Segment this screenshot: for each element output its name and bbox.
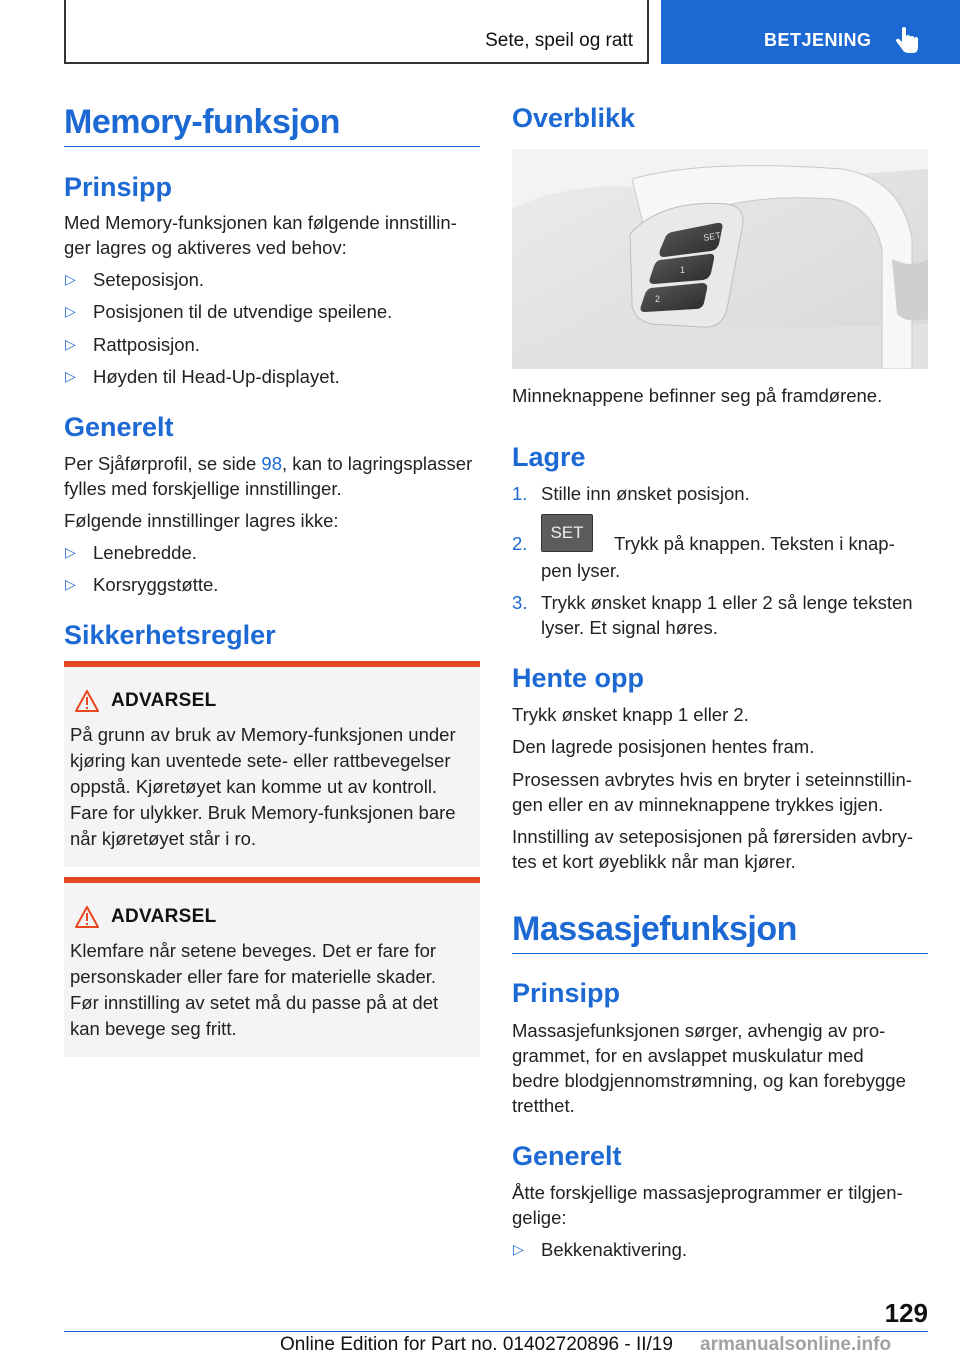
general-text2: Følgende innstillinger lagres ikke:: [64, 510, 339, 531]
step-number: 3.: [512, 592, 528, 613]
bullet-triangle-icon: ▷: [65, 303, 76, 319]
watermark-text: armanualsonline.info: [700, 1334, 892, 1355]
step-continuation: pen lyser.: [541, 560, 621, 581]
recall-text: gen eller en av minneknappene trykkes igjen.: [512, 794, 884, 815]
recall-text: Prosessen avbrytes hvis en bryter i seteinnstillin-: [512, 769, 912, 790]
list-item: ▷ Korsryggstøtte.: [65, 574, 219, 595]
safety-heading: Sikkerhetsregler: [64, 620, 276, 650]
edition-text: Online Edition for Part no. 01402720896 - II/19: [280, 1334, 673, 1355]
title-rule: [64, 146, 480, 147]
warning-line: På grunn av bruk av Memory-funksjonen under: [70, 724, 456, 745]
warning-box: [64, 877, 480, 1057]
step-number: 2.: [512, 533, 528, 554]
list-item: ▷ Høyden til Head-Up-displayet.: [65, 366, 340, 387]
header-chapter-title: BETJENING: [764, 30, 872, 50]
bullet-triangle-icon: ▷: [65, 368, 76, 384]
massage-principle-heading: Prinsipp: [512, 978, 621, 1008]
warning-line: kan bevege seg fritt.: [70, 1018, 237, 1039]
warning-line: kjøring kan uventede sete- eller rattbevegelser: [70, 750, 451, 771]
header-section-box: [64, 0, 649, 64]
save-heading: Lagre: [512, 442, 586, 472]
recall-text: Trykk ønsket knapp 1 eller 2.: [512, 704, 749, 725]
photo-caption: Minneknappene befinner seg på framdørene.: [512, 385, 883, 406]
massage-general-text: Åtte forskjellige massasjeprogrammer er tilgjen-: [512, 1182, 903, 1203]
recall-heading: Hente opp: [512, 663, 644, 693]
footer-rule: [64, 1331, 928, 1332]
photo-label-1: 1: [680, 265, 686, 275]
massage-title: Massasjefunksjon: [512, 910, 797, 948]
massage-general-heading: Generelt: [512, 1141, 622, 1171]
header-section-title: Sete, speil og ratt: [485, 30, 633, 51]
recall-text: tes et kort øyeblikk når man kjører.: [512, 851, 796, 872]
list-item: ▷ Posisjonen til de utvendige speilene.: [65, 301, 393, 322]
warning-line: Klemfare når setene beveges. Det er fare for: [70, 940, 437, 961]
massage-principle-text: Massasjefunksjonen sørger, avhengig av pro-: [512, 1020, 886, 1041]
hand-pointer-icon: [893, 27, 921, 55]
list-item: ▷ Rattposisjon.: [65, 334, 200, 355]
page-link-98[interactable]: 98: [261, 453, 282, 474]
photo-label-set: SET: [702, 230, 722, 243]
step-item: 3. Trykk ønsket knapp 1 eller 2 så lenge teksten: [512, 592, 913, 613]
step-item: 1. Stille inn ønsket posisjon.: [512, 483, 750, 504]
massage-title-rule: [512, 953, 928, 954]
list-item: ▷ Seteposisjon.: [65, 269, 205, 290]
recall-text: Den lagrede posisjonen hentes fram.: [512, 736, 815, 757]
warning-title: ADVARSEL: [111, 690, 217, 711]
warning-box: [64, 661, 480, 867]
warning-line: Fare for ulykker. Bruk Memory-funksjonen bare: [70, 802, 456, 823]
bullet-triangle-icon: ▷: [65, 336, 76, 352]
warning-title: ADVARSEL: [111, 906, 217, 927]
warning-triangle-icon: [75, 690, 99, 712]
photo-label-2: 2: [655, 294, 661, 304]
warning-line: personskader eller fare for materielle skader.: [70, 966, 437, 987]
overview-heading: Overblikk: [512, 103, 636, 133]
principle-heading: Prinsipp: [64, 172, 173, 202]
warning-line: Før innstilling av setet må du passe på at det: [70, 992, 439, 1013]
door-memory-buttons-photo: [512, 149, 928, 369]
recall-text: Innstilling av seteposisjonen på førersiden avbry-: [512, 826, 914, 847]
bullet-triangle-icon: ▷: [65, 271, 76, 287]
principle-text-line1: Med Memory-funksjonen kan følgende innstillin-: [64, 212, 457, 233]
general-text-line2: fylles med forskjellige innstillinger.: [64, 478, 342, 499]
general-text-line1: Per Sjåførprofil, se side 98, kan to lagringsplasser: [64, 453, 473, 474]
step-continuation: lyser. Et signal høres.: [541, 617, 718, 638]
list-item: ▷ Lenebredde.: [65, 542, 197, 563]
bullet-triangle-icon: ▷: [513, 1241, 524, 1257]
warning-line: oppstå. Kjøretøyet kan komme ut av kontroll.: [70, 776, 438, 797]
massage-principle-text: bedre blodgjennomstrømning, og kan forebygge: [512, 1070, 906, 1091]
massage-principle-text: tretthet.: [512, 1095, 575, 1116]
warning-triangle-icon: [75, 906, 99, 928]
massage-principle-text: grammet, for en avslappet muskulatur med: [512, 1045, 864, 1066]
massage-general-text: gelige:: [512, 1207, 567, 1228]
general-heading: Generelt: [64, 412, 174, 442]
bullet-triangle-icon: ▷: [65, 544, 76, 560]
warning-line: når kjøretøyet står i ro.: [70, 828, 257, 849]
page-number: 129: [884, 1298, 928, 1328]
principle-text-line2: ger lagres og aktiveres ved behov:: [64, 237, 347, 258]
list-item: ▷ Bekkenaktivering.: [513, 1239, 688, 1260]
bullet-triangle-icon: ▷: [65, 576, 76, 592]
step-number: 1.: [512, 483, 528, 504]
set-button-icon: SET: [541, 514, 593, 552]
page-title: Memory-funksjon: [64, 103, 340, 141]
